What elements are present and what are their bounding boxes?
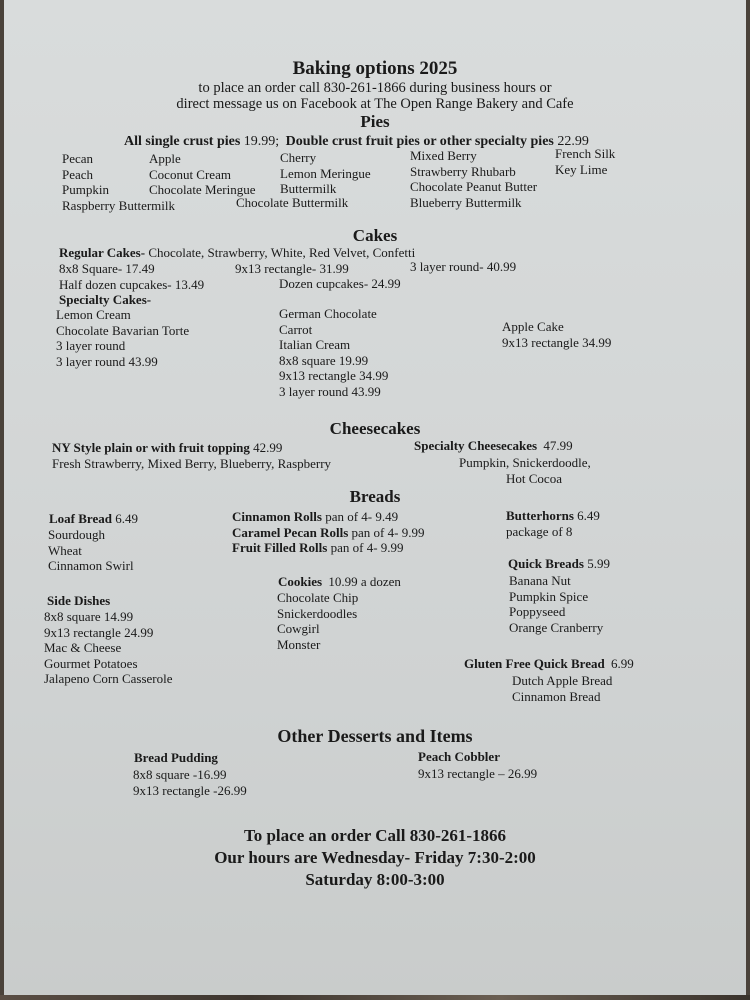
pie-item: Chocolate Buttermilk xyxy=(236,195,349,210)
cookies-items xyxy=(277,590,358,652)
cheesecakes-heading: Cheesecakes xyxy=(329,419,421,438)
pie-item: Apple xyxy=(149,151,181,166)
pies-col-5 xyxy=(555,146,615,177)
bread-item: Poppyseed xyxy=(509,604,566,620)
specialty-cheesecakes-flavors-2: Hot Cocoa xyxy=(506,471,562,486)
quick-breads-items xyxy=(509,573,603,635)
quick-breads-line xyxy=(508,556,610,572)
side-dish-item: 8x8 square 14.99 xyxy=(44,609,134,624)
pie-item: Coconut Cream xyxy=(149,166,231,182)
regular-square-price: 8x8 Square- 17.49 xyxy=(59,261,155,276)
specialty-cakes-col-1 xyxy=(56,307,189,369)
specialty-cakes-col-2 xyxy=(279,306,388,400)
ny-style-price: 42.99 xyxy=(253,440,283,455)
side-dish-item: Gourmet Potatoes xyxy=(44,655,138,671)
bread-item: Sourdough xyxy=(48,527,106,542)
cookie-item: Snickerdoodles xyxy=(277,605,358,621)
bread-item: Orange Cranberry xyxy=(509,619,604,635)
cake-item: 9x13 rectangle 34.99 xyxy=(502,334,612,350)
bread-item: Wheat xyxy=(48,542,82,558)
cookie-item: Chocolate Chip xyxy=(277,590,359,605)
pie-item: Chocolate Peanut Butter xyxy=(410,179,538,195)
specialty-cheesecakes-line xyxy=(414,438,573,454)
pie-item: Mixed Berry xyxy=(410,148,477,163)
double-crust-label: Double crust fruit pies or other specialty pies xyxy=(285,134,554,149)
pies-col-4 xyxy=(410,148,537,210)
pie-item: Lemon Meringue xyxy=(280,165,371,181)
pie-item: Buttermilk xyxy=(280,181,337,197)
butterhorns-label: Butterhorns xyxy=(506,508,574,523)
loaf-bread-items xyxy=(48,527,134,574)
rolls-list xyxy=(232,509,424,556)
dozen-cupcakes-price: Dozen cupcakes- 24.99 xyxy=(279,276,401,291)
cake-item: Carrot xyxy=(279,321,313,337)
single-crust-price: 19.99; xyxy=(243,134,280,149)
regular-cakes-label: Regular Cakes- xyxy=(59,245,146,260)
footer-order-line: To place an order Call 830-261-1866 xyxy=(243,826,507,845)
cake-item: 9x13 rectangle 34.99 xyxy=(279,368,389,384)
butterhorns-detail: package of 8 xyxy=(506,524,573,539)
half-dozen-cupcakes-price: Half dozen cupcakes- 13.49 xyxy=(59,277,205,292)
subtitle-line-1: to place an order call 830-261-1866 during business hours or xyxy=(198,80,552,96)
specialty-cheesecakes-flavors-1: Pumpkin, Snickerdoodle, xyxy=(459,455,591,470)
cake-item: 3 layer round 43.99 xyxy=(279,383,381,399)
bread-pudding-label: Bread Pudding xyxy=(134,750,218,765)
cake-item: German Chocolate xyxy=(279,306,377,321)
gluten-free-price: 6.99 xyxy=(610,656,634,671)
quick-breads-price: 5.99 xyxy=(587,556,610,571)
ny-style-line xyxy=(52,440,282,456)
cakes-heading: Cakes xyxy=(352,226,398,245)
gluten-free-line xyxy=(464,656,634,672)
regular-cakes-line xyxy=(59,245,415,261)
cake-item: Apple Cake xyxy=(502,319,564,334)
cake-item: 3 layer round xyxy=(56,338,126,354)
rolls-item: Caramel Pecan Rolls pan of 4- 9.99 xyxy=(232,524,425,540)
pie-item: Key Lime xyxy=(555,161,608,177)
cookie-item: Monster xyxy=(277,636,321,652)
cookies-label: Cookies xyxy=(278,574,323,589)
breads-heading: Breads xyxy=(349,487,401,506)
cookie-item: Cowgirl xyxy=(277,621,320,637)
butterhorns-price: 6.49 xyxy=(577,508,600,523)
rolls-item: Fruit Filled Rolls pan of 4- 9.99 xyxy=(232,540,404,556)
pie-item: French Silk xyxy=(555,146,616,161)
bread-item: Cinnamon Swirl xyxy=(48,558,134,574)
cake-item: 3 layer round 43.99 xyxy=(56,353,158,369)
single-crust-label: All single crust pies xyxy=(124,134,241,149)
menu-paper xyxy=(4,0,746,996)
loaf-bread-price: 6.49 xyxy=(115,511,138,526)
pie-item: Cherry xyxy=(280,150,317,165)
regular-round-price: 3 layer round- 40.99 xyxy=(410,259,517,274)
subtitle-line-2: direct message us on Facebook at The Open Range Bakery and Cafe xyxy=(176,96,574,112)
dessert-item: 9x13 rectangle – 26.99 xyxy=(418,766,538,781)
gluten-free-items xyxy=(512,673,612,704)
pie-item: Pumpkin xyxy=(62,182,109,198)
peach-cobbler-items xyxy=(418,766,537,782)
ny-style-label: NY Style plain or with fruit topping xyxy=(52,440,250,455)
footer-hours-line: Our hours are Wednesday- Friday 7:30-2:00 xyxy=(214,848,536,867)
bread-item: Cinnamon Bread xyxy=(512,688,601,704)
pie-item: Chocolate Meringue xyxy=(149,182,256,198)
dessert-item: 8x8 square -16.99 xyxy=(133,767,227,782)
bread-item: Banana Nut xyxy=(509,573,571,588)
butterhorns-line xyxy=(506,508,600,524)
specialty-cakes-label: Specialty Cakes- xyxy=(59,292,152,307)
table-surface xyxy=(0,995,750,1000)
cake-item: Chocolate Bavarian Torte xyxy=(56,322,190,338)
regular-cakes-flavors: Chocolate, Strawberry, White, Red Velvet, Confetti xyxy=(148,245,416,260)
cake-item: Italian Cream xyxy=(279,337,351,353)
quick-breads-label: Quick Breads xyxy=(508,556,584,571)
cookies-line xyxy=(278,574,401,590)
loaf-bread-line xyxy=(49,511,138,527)
specialty-cakes-col-3 xyxy=(502,319,611,350)
dessert-item: 9x13 rectangle -26.99 xyxy=(133,782,247,798)
cake-item: 8x8 square 19.99 xyxy=(279,352,369,368)
side-dish-item: 9x13 rectangle 24.99 xyxy=(44,624,154,640)
bread-pudding-items xyxy=(133,767,247,798)
cake-item: Lemon Cream xyxy=(56,307,131,322)
pies-heading: Pies xyxy=(360,112,390,131)
specialty-cheesecakes-price: 47.99 xyxy=(543,438,573,453)
page-title: Baking options 2025 xyxy=(292,58,458,79)
pie-item: Raspberry Buttermilk xyxy=(62,197,176,213)
pies-col-2 xyxy=(149,151,256,198)
side-dishes-label: Side Dishes xyxy=(47,593,111,608)
pie-item: Pecan xyxy=(62,151,94,166)
side-dish-item: Mac & Cheese xyxy=(44,640,122,656)
peach-cobbler-label: Peach Cobbler xyxy=(418,749,500,764)
side-dishes-items xyxy=(44,609,173,687)
pies-col-3 xyxy=(280,150,371,197)
gluten-free-label: Gluten Free Quick Bread xyxy=(464,656,605,671)
other-desserts-heading: Other Desserts and Items xyxy=(277,726,473,746)
bread-item: Dutch Apple Bread xyxy=(512,673,613,688)
specialty-cheesecakes-label: Specialty Cheesecakes xyxy=(414,438,538,453)
pie-item: Strawberry Rhubarb xyxy=(410,163,516,179)
footer-saturday-line: Saturday 8:00-3:00 xyxy=(305,870,445,889)
double-crust-price: 22.99 xyxy=(557,134,589,149)
pie-item: Peach xyxy=(62,166,94,182)
ny-style-flavors: Fresh Strawberry, Mixed Berry, Blueberry, Raspberry xyxy=(52,456,332,471)
pie-item: Blueberry Buttermilk xyxy=(410,194,522,210)
cookies-price: 10.99 a dozen xyxy=(328,574,401,589)
side-dish-item: Jalapeno Corn Casserole xyxy=(44,671,173,687)
loaf-bread-label: Loaf Bread xyxy=(49,511,112,526)
rolls-item: Cinnamon Rolls pan of 4- 9.49 xyxy=(232,509,399,524)
bread-item: Pumpkin Spice xyxy=(509,588,589,604)
regular-rectangle-price: 9x13 rectangle- 31.99 xyxy=(235,261,349,276)
